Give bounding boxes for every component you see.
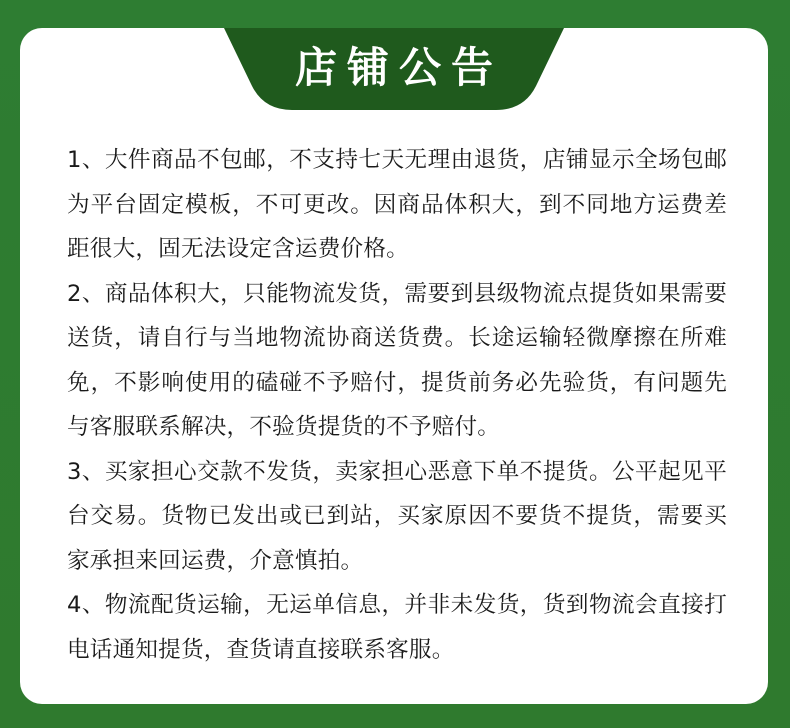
notice-item-1: 1、大件商品不包邮，不支持七天无理由退货，店铺显示全场包邮为平台固定模板，不可更改。因商品体积大，到不同地方运费差距很大，固无法设定含运费价格。 [67,147,727,262]
notice-body [67,138,727,672]
notice-item-2: 2、商品体积大，只能物流发货，需要到县级物流点提货如果需要送货，请自行与当地物流协商送货费。长途运输轻微摩擦在所难免，不影响使用的磕碰不予赔付，提货前务必先验货，有问题先与客服联系解决，不验货提货的不予赔付。 [67,280,727,440]
notice-item-4: 4、物流配货运输，无运单信息，并非未发货，货到物流会直接打电话通知提货，查货请直接联系客服。 [67,592,727,663]
notice-card [20,28,768,704]
page-title: 店铺公告 [294,43,503,92]
title-banner [224,28,564,110]
notice-item-3: 3、买家担心交款不发货，卖家担心恶意下单不提货。公平起见平台交易。货物已发出或已到站，买家原因不要货不提货，需要买家承担来回运费，介意慎拍。 [67,458,727,574]
